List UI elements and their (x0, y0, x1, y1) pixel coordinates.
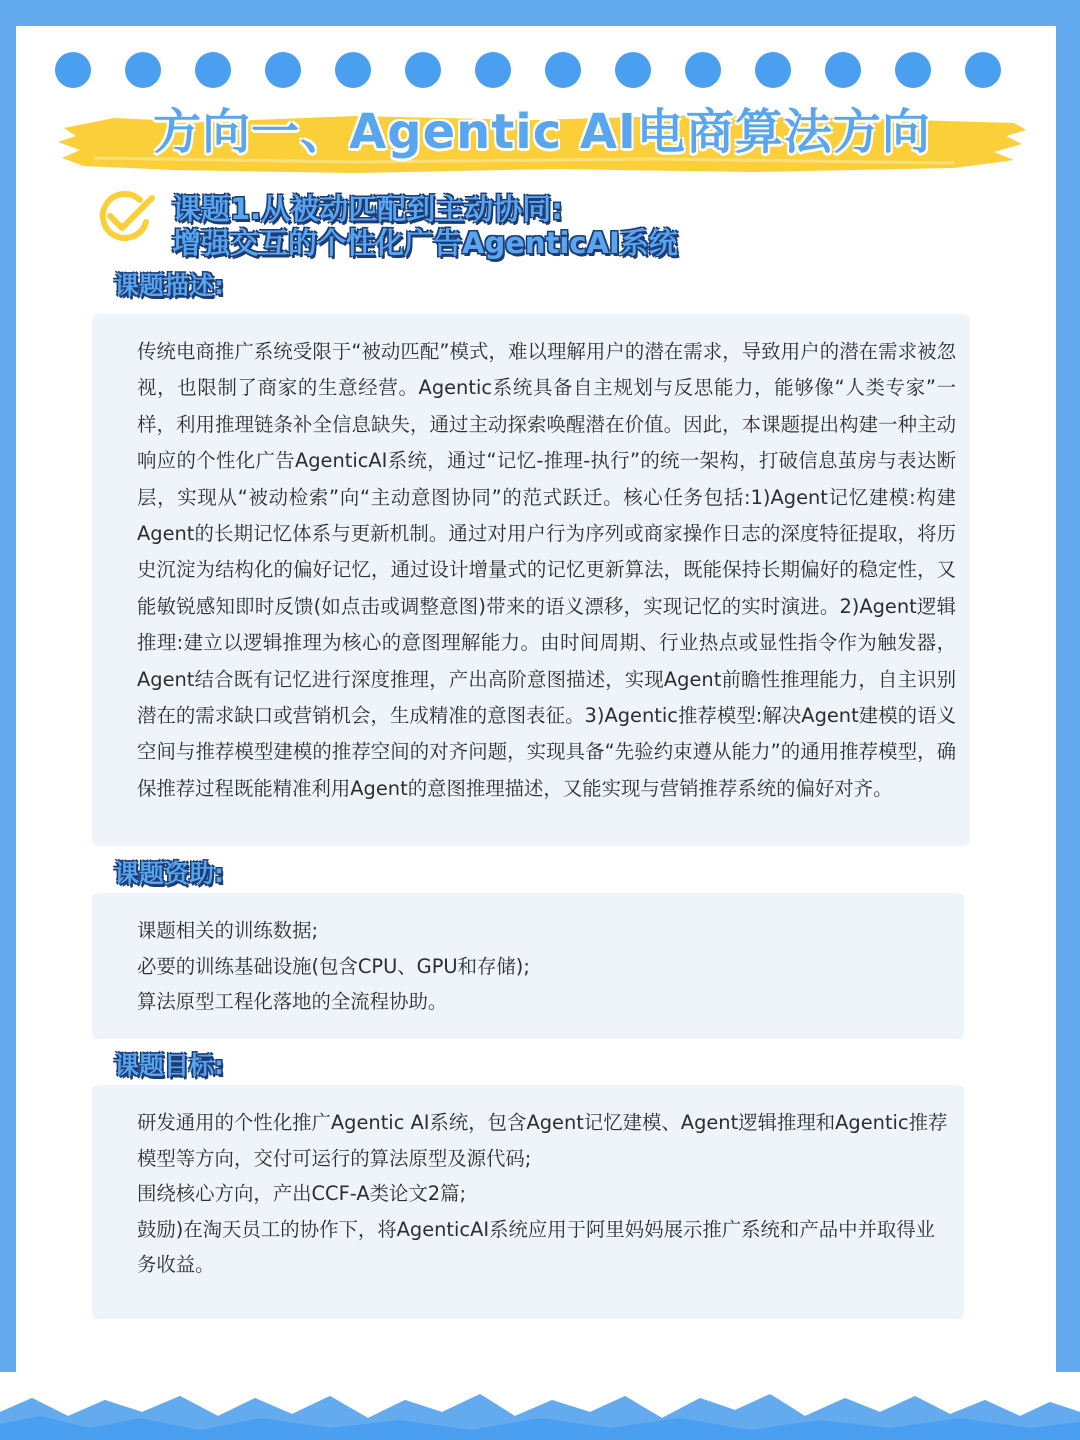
title-banner (54, 96, 1030, 178)
binder-hole (405, 52, 441, 88)
binder-hole (545, 52, 581, 88)
binder-hole (265, 52, 301, 88)
binder-hole (335, 52, 371, 88)
binder-hole (965, 52, 1001, 88)
binder-hole (685, 52, 721, 88)
goals-box (92, 1085, 964, 1319)
description-heading: 课题描述: (114, 271, 224, 300)
description-box (92, 314, 970, 846)
funding-item: 课题相关的训练数据; (137, 919, 319, 942)
topic-title-line1: 课题1.从被动匹配到主动协同: (172, 192, 563, 226)
page-title: 方向一、Agentic AI电商算法方向 (153, 104, 931, 160)
binder-holes (55, 52, 1035, 88)
binder-hole (825, 52, 861, 88)
binder-hole (615, 52, 651, 88)
binder-hole (55, 52, 91, 88)
check-circle-icon (96, 190, 158, 244)
funding-item: 必要的训练基础设施(包含CPU、GPU和存储); (137, 954, 530, 978)
description-text: 传统电商推广系统受限于“被动匹配”模式，难以理解用户的潜在需求，导致用户的潜在需求被忽视，也限制了商家的生意经营。Agentic系统具备自主规划与反思能力，能够像“人类专家”一样，利用推理链条补全信息缺失，通过主动探索唤醒潜在价值。因此，本课题提出构建一种主动响应的个性化广告AgenticAI系统，通过“记忆-推理-执行”的统一架构，打破信息茧房与表达断层，实现从“被动检索”向“主动意图协同”的范式跃迁。核心任务包括:1)Agent记忆建模:构建Agent的长期记忆体系与更新机制。通过对用户行为序列或商家操作日志的深度特征提取，将历史沉淀为结构化的偏好记忆，通过设计增量式的记忆更新算法，既能保持长期偏好的稳定性，又能敏锐感知即时反馈(如点击或调整意图)带来的语义漂移，实现记忆的实时演进。2)Agent逻辑推理:建立以逻辑推理为核心的意图理解能力。由时间周期、行业热点或显性指令作为触发器，Agent结合既有记忆进行深度推理，产出高阶意图描述，实现Agent前瞻性推理能力，自主识别潜在的需求缺口或营销机会，生成精准的意图表征。3)Agentic推荐模型:解决Agent建模的语义空间与推荐模型建模的推荐空间的对齐问题，实现具备“先验约束遵从能力”的通用推荐模型，确保推荐过程既能精准利用Agent的意图推理描述，又能实现与营销推荐系统的偏好对齐。 (137, 340, 956, 800)
binder-hole (125, 52, 161, 88)
funding-heading: 课题资助: (114, 859, 224, 888)
topic-title-line2: 增强交互的个性化广告AgenticAI系统 (172, 226, 678, 260)
torn-paper-edge (0, 1372, 1080, 1440)
goals-heading: 课题目标: (114, 1051, 224, 1080)
goal-item: 围绕核心方向，产出CCF-A类论文2篇; (137, 1182, 467, 1205)
binder-hole (895, 52, 931, 88)
topic-title (172, 192, 1032, 260)
binder-hole (755, 52, 791, 88)
funding-item: 算法原型工程化落地的全流程协助。 (137, 990, 448, 1013)
funding-box (92, 893, 964, 1039)
goal-item: 鼓励)在淘天员工的协作下，将AgenticAI系统应用于阿里妈妈展示推广系统和产品中并取得业务收益。 (137, 1217, 936, 1276)
goal-item: 研发通用的个性化推广Agentic AI系统，包含Agent记忆建模、Agent逻辑推理和Agentic推荐模型等方向，交付可运行的算法原型及源代码; (137, 1111, 948, 1170)
binder-hole (475, 52, 511, 88)
binder-hole (195, 52, 231, 88)
